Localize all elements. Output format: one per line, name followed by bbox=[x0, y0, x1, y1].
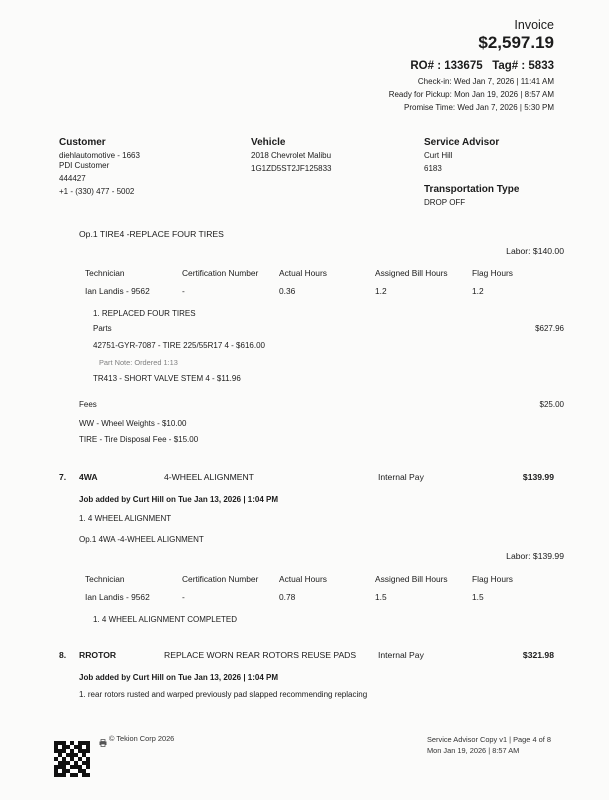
labor-amount: Labor: $140.00 bbox=[506, 246, 564, 256]
op-title: Op.1 TIRE4 -REPLACE FOUR TIRES bbox=[79, 229, 224, 239]
op-title: Op.1 4WA -4-WHEEL ALIGNMENT bbox=[79, 535, 204, 544]
col-flag-hours: Flag Hours bbox=[472, 268, 513, 278]
customer-heading: Customer bbox=[59, 137, 106, 148]
part-note: Part Note: Ordered 1:13 bbox=[99, 358, 178, 367]
col-technician: Technician bbox=[85, 268, 125, 278]
fee-line: WW - Wheel Weights - $10.00 bbox=[79, 419, 187, 428]
job-amount: $139.99 bbox=[522, 472, 554, 482]
col-flag-hours: Flag Hours bbox=[472, 574, 513, 584]
vehicle-heading: Vehicle bbox=[251, 137, 286, 148]
fees-total: $25.00 bbox=[539, 400, 564, 409]
check-in-time: Check-in: Wed Jan 7, 2026 | 11:41 AM bbox=[417, 77, 554, 86]
customer-number: 444427 bbox=[59, 174, 86, 183]
ro-tag-line: RO# : 133675 Tag# : 5833 bbox=[410, 60, 554, 72]
transportation-value: DROP OFF bbox=[424, 198, 466, 207]
col-certification: Certification Number bbox=[182, 268, 259, 278]
customer-name: diehlautomotive - 1663 bbox=[59, 151, 140, 160]
job-number: 7. bbox=[59, 472, 67, 482]
copyright: © Tekion Corp 2026 bbox=[109, 734, 175, 743]
fees-heading: Fees bbox=[79, 400, 97, 409]
service-advisor-id: 6183 bbox=[424, 164, 442, 173]
promise-time: Promise Time: Wed Jan 7, 2026 | 5:30 PM bbox=[404, 103, 554, 112]
col-assigned-bill-hours: Assigned Bill Hours bbox=[375, 574, 448, 584]
labor-amount: Labor: $139.99 bbox=[506, 551, 564, 561]
parts-heading: Parts bbox=[93, 324, 112, 333]
vehicle-model: 2018 Chevrolet Malibu bbox=[251, 151, 332, 160]
cell-technician: Ian Landis - 9562 bbox=[85, 286, 150, 296]
parts-total: $627.96 bbox=[535, 324, 564, 333]
job-added-by: Job added by Curt Hill on Tue Jan 13, 2026 | 1:04 PM bbox=[79, 495, 279, 504]
job-pay-type: Internal Pay bbox=[378, 650, 424, 660]
col-certification: Certification Number bbox=[182, 574, 259, 584]
job-code: 4WA bbox=[79, 472, 98, 482]
printed-timestamp: Mon Jan 19, 2026 | 8:57 AM bbox=[427, 746, 520, 755]
cell-certification: - bbox=[182, 286, 185, 296]
printer-icon bbox=[99, 734, 107, 742]
job-concern: 1. 4 WHEEL ALIGNMENT bbox=[79, 514, 172, 523]
part-line: 42751-GYR-7087 - TIRE 225/55R17 4 - $616.00 bbox=[93, 341, 265, 350]
customer-type: PDI Customer bbox=[59, 161, 110, 170]
cell-actual-hours: 0.78 bbox=[279, 592, 296, 602]
cell-assigned-bill-hours: 1.5 bbox=[375, 592, 387, 602]
job-code: RROTOR bbox=[79, 650, 117, 660]
job-description: REPLACE WORN REAR ROTORS REUSE PADS bbox=[164, 650, 357, 660]
fee-line: TIRE - Tire Disposal Fee - $15.00 bbox=[79, 435, 199, 444]
invoice-label: Invoice bbox=[514, 18, 554, 32]
cell-flag-hours: 1.2 bbox=[472, 286, 484, 296]
cell-certification: - bbox=[182, 592, 185, 602]
qr-code bbox=[54, 741, 90, 777]
copy-label: Service Advisor Copy v1 | Page 4 of 8 bbox=[427, 735, 551, 744]
cell-assigned-bill-hours: 1.2 bbox=[375, 286, 387, 296]
customer-phone: +1 - (330) 477 - 5002 bbox=[59, 187, 135, 196]
cell-flag-hours: 1.5 bbox=[472, 592, 484, 602]
job-added-by: Job added by Curt Hill on Tue Jan 13, 2026 | 1:04 PM bbox=[79, 673, 279, 682]
invoice-total: $2,597.19 bbox=[478, 33, 554, 52]
job-number: 8. bbox=[59, 650, 67, 660]
job-concern: 1. rear rotors rusted and warped previously pad slapped recommending replacing bbox=[79, 690, 368, 699]
work-note: 1. 4 WHEEL ALIGNMENT COMPLETED bbox=[93, 615, 238, 624]
cell-technician: Ian Landis - 9562 bbox=[85, 592, 150, 602]
service-advisor-name: Curt Hill bbox=[424, 151, 453, 160]
transportation-heading: Transportation Type bbox=[424, 184, 520, 195]
part-line: TR413 - SHORT VALVE STEM 4 - $11.96 bbox=[93, 374, 241, 383]
ready-for-pickup-time: Ready for Pickup: Mon Jan 19, 2026 | 8:57 AM bbox=[388, 90, 554, 99]
job-amount: $321.98 bbox=[522, 650, 554, 660]
col-assigned-bill-hours: Assigned Bill Hours bbox=[375, 268, 448, 278]
vehicle-vin: 1G1ZD5ST2JF125833 bbox=[251, 164, 332, 173]
job-description: 4-WHEEL ALIGNMENT bbox=[164, 472, 254, 482]
col-actual-hours: Actual Hours bbox=[279, 268, 327, 278]
col-actual-hours: Actual Hours bbox=[279, 574, 327, 584]
job-pay-type: Internal Pay bbox=[378, 472, 424, 482]
col-technician: Technician bbox=[85, 574, 125, 584]
cell-actual-hours: 0.36 bbox=[279, 286, 296, 296]
service-advisor-heading: Service Advisor bbox=[424, 137, 500, 148]
work-note: 1. REPLACED FOUR TIRES bbox=[93, 309, 196, 318]
